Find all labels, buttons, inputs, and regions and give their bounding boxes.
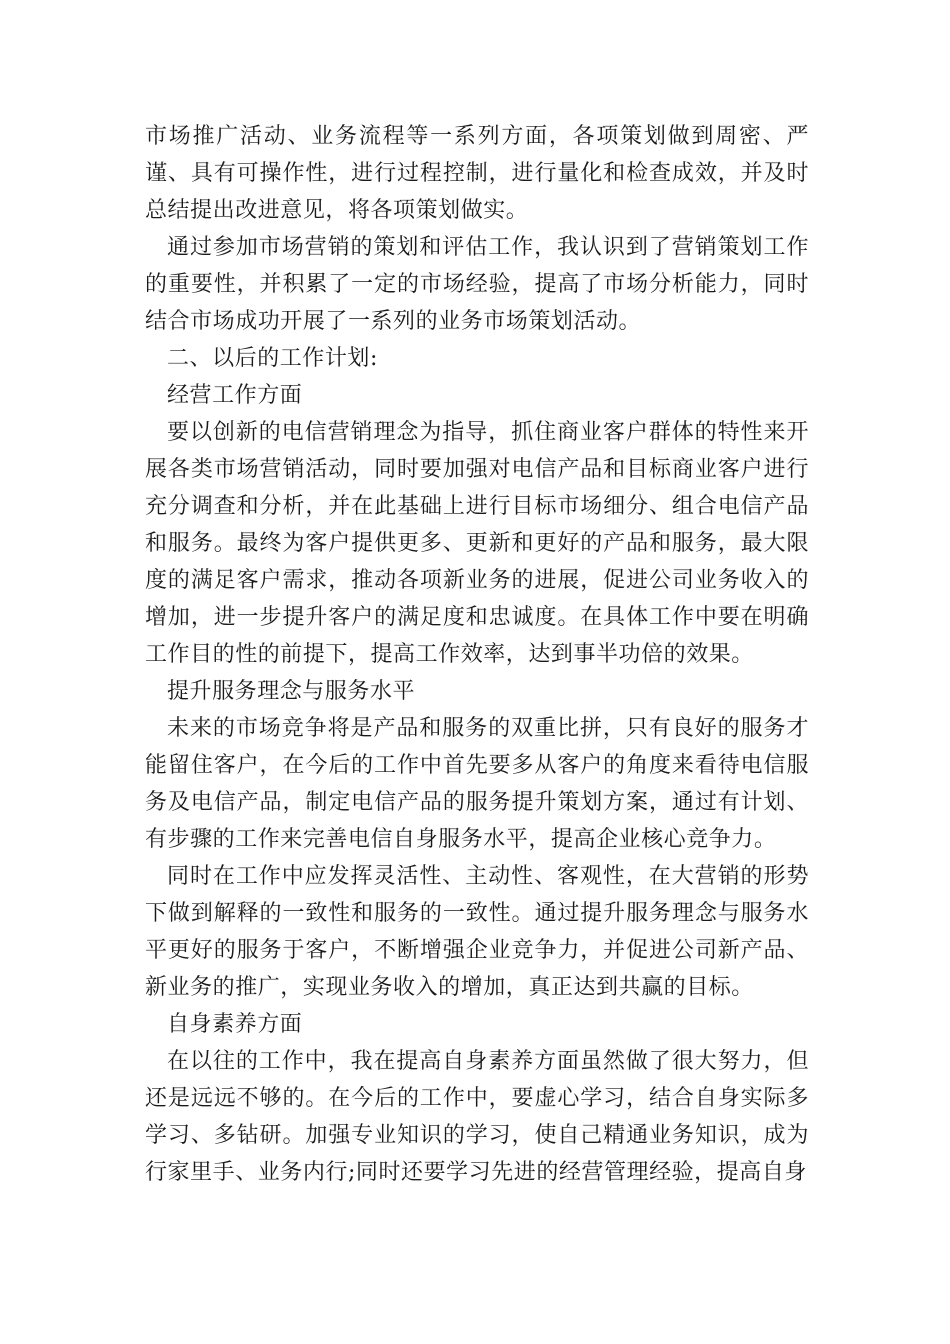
subheading-self-quality: 自身素养方面 [167,1012,303,1037]
paragraph-1: 市场推广活动、业务流程等一系列方面，各项策划做到周密、严谨、具有可操作性，进行过程控制，进行量化和检查成效，并及时总结提出改进意见，将各项策划做实。 [145,124,809,223]
subheading-service: 提升服务理念与服务水平 [167,679,416,704]
paragraph-service-1: 未来的市场竞争将是产品和服务的双重比拼，只有良好的服务才能留住客户，在今后的工作中首先要多从客户的角度来看待电信服务及电信产品，制定电信产品的服务提升策划方案，通过有计划、有步骤的工作来完善电信自身服务水平，提高企业核心竞争力。 [145,716,809,852]
section-heading-plan: 二、以后的工作计划: [167,346,378,371]
paragraph-operations: 要以创新的电信营销理念为指导，抓住商业客户群体的特性来开展各类市场营销活动，同时要加强对电信产品和目标商业客户进行充分调查和分析，并在此基础上进行目标市场细分、组合电信产品和服务。最终为客户提供更多、更新和更好的产品和服务，最大限度的满足客户需求，推动各项新业务的进展，促进公司业务收入的增加，进一步提升客户的满足度和忠诚度。在具体工作中要在明确工作目的性的前提下，提高工作效率，达到事半功倍的效果。 [145,420,809,667]
subheading-operations: 经营工作方面 [167,383,303,408]
paragraph-self-quality: 在以往的工作中，我在提高自身素养方面虽然做了很大努力，但还是远远不够的。在今后的工作中，要虚心学习，结合自身实际多学习、多钻研。加强专业知识的学习，使自己精通业务知识，成为行家里手、业务内行;同时还要学习先进的经营管理经验，提高自身 [145,1049,809,1185]
paragraph-service-2: 同时在工作中应发挥灵活性、主动性、客观性，在大营销的形势下做到解释的一致性和服务的一致性。通过提升服务理念与服务水平更好的服务于客户，不断增强企业竞争力，并促进公司新产品、新业务的推广，实现业务收入的增加，真正达到共赢的目标。 [145,864,809,1000]
document-body [145,118,809,1191]
paragraph-2: 通过参加市场营销的策划和评估工作，我认识到了营销策划工作的重要性，并积累了一定的市场经验，提高了市场分析能力，同时结合市场成功开展了一系列的业务市场策划活动。 [145,235,809,334]
